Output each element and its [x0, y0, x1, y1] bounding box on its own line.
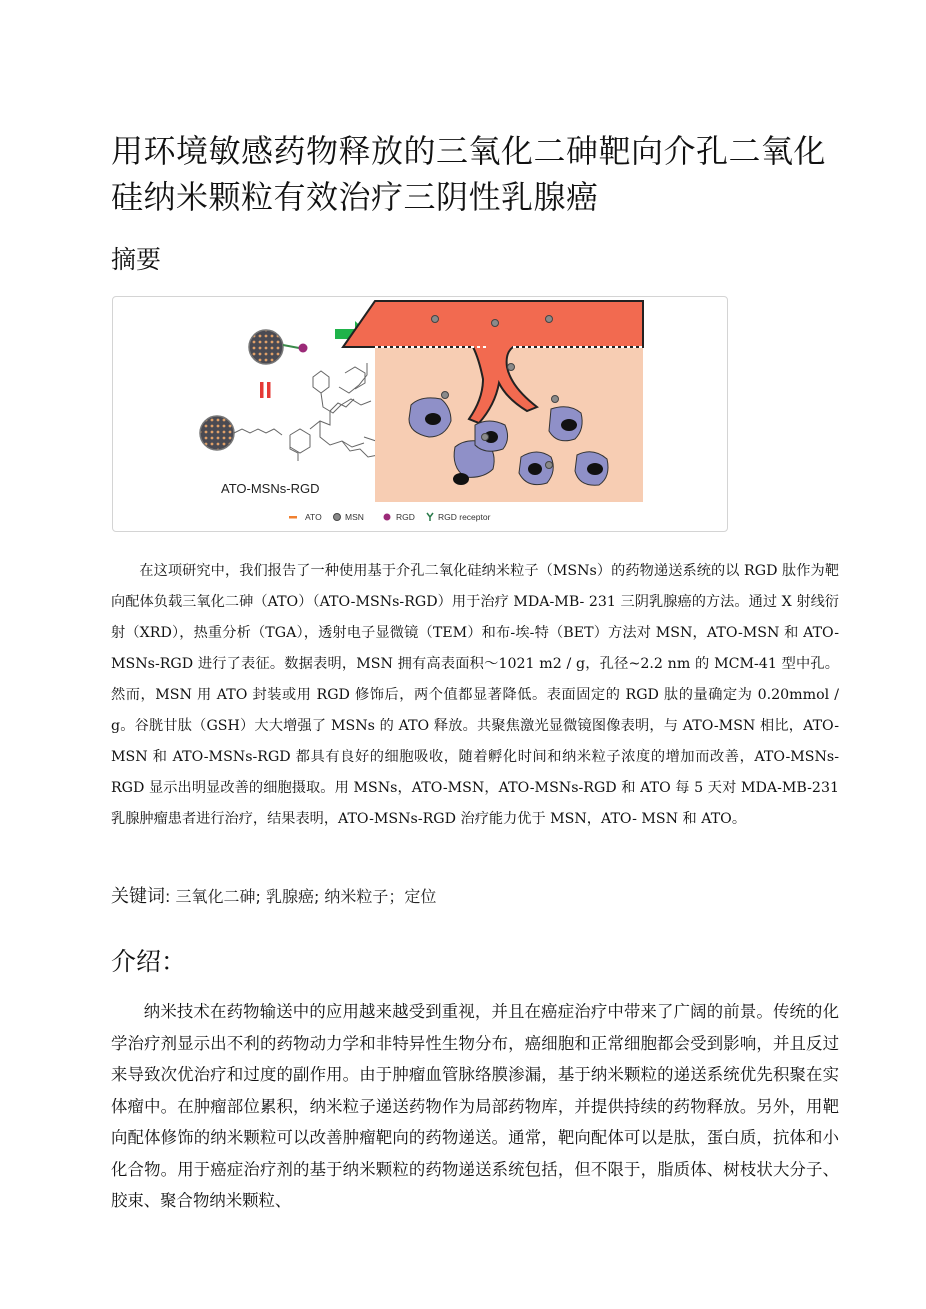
intro-heading: 介绍： — [111, 947, 187, 976]
ato-legend-icon — [289, 516, 297, 519]
rgd-legend-icon — [384, 514, 391, 521]
paper-title: 用环境敏感药物释放的三氧化二砷靶向介孔二氧化硅纳米颗粒有效治疗三阴性乳腺癌 — [111, 132, 827, 216]
rgd-receptor-legend-icon — [427, 513, 433, 521]
figure-legend — [289, 512, 491, 522]
intro-text: 纳米技术在药物输送中的应用越来越受到重视，并且在癌症治疗中带来了广阔的前景。传统的化学治疗剂显示出不利的药物动力学和非特异性生物分布，癌细胞和正常细胞都会受到影响，并且反过来导致次优治疗和过度的副作用。由于肿瘤血管脉络膜渗漏，基于纳米颗粒的递送系统优先积聚在实体瘤中。在肿瘤部位累积，纳米粒子递送药物作为局部药物库，并提供持续的药物释放。另外，用靶向配体修饰的纳米颗粒可以改善肿瘤靶向的药物递送。通常，靶向配体可以是肽，蛋白质，抗体和小化合物。用于癌症治疗剂的基于纳米颗粒的药物递送系统包括，但不限于，脂质体、树枝状大分子、胶束、聚合物纳米颗粒、 — [111, 1002, 839, 1210]
msn-particle-top — [249, 330, 308, 364]
msn-particle-bottom — [200, 416, 234, 450]
rgd-chemical-structure — [234, 363, 394, 461]
abstract-heading: 摘要 — [111, 245, 162, 274]
keywords — [111, 882, 436, 908]
keywords-label: 关键词 — [111, 886, 165, 907]
legend-rgd: RGD — [396, 512, 415, 522]
legend-msn: MSN — [345, 512, 364, 522]
rgd-peptide-icon — [299, 344, 308, 353]
keywords-value: : 三氧化二砷; 乳腺癌; 纳米粒子；定位 — [165, 887, 437, 906]
msn-legend-icon — [334, 514, 341, 521]
legend-rgd-receptor: RGD receptor — [438, 512, 491, 522]
equals-sign — [260, 382, 271, 398]
figure-label: ATO-MSNs-RGD — [221, 481, 320, 496]
graphical-abstract-figure — [112, 296, 728, 532]
graphical-abstract-svg — [113, 297, 727, 531]
legend-ato: ATO — [305, 512, 322, 522]
abstract-text: 在这项研究中，我们报告了一种使用基于介孔二氧化硅纳米粒子（MSNs）的药物递送系统的以 RGD 肽作为靶向配体负载三氧化二砷（ATO）（ATO-MSNs-RGD）用于治疗 MDA-MB- 231 三阴乳腺癌的方法。通过 X 射线衍射（XRD），热重分析（TGA），透射电子显微镜（TEM）和布-埃-特（BET）方法对 MSN，ATO-MSN 和 ATO-MSNs-RGD 进行了表征。数据表明，MSN 拥有高表面积～1021 m2 / g，孔径~2.2 nm 的 MCM-41 型中孔。然而，MSN 用 ATO 封装或用 RGD 修饰后，两个值都显著降低。表面固定的 RGD 肽的量确定为 0.20mmol / g。谷胱甘肽（GSH）大大增强了 MSNs 的 ATO 释放。共聚焦激光显微镜图像表明，与 ATO-MSN 相比，ATO-MSN 和 ATO-MSNs-RGD 都具有良好的细胞吸收，随着孵化时间和纳米粒子浓度的增加而改善，ATO-MSNs-RGD 显示出明显改善的细胞摄取。用 MSNs，ATO-MSN，ATO-MSNs-RGD 和 ATO 每 5 天对 MDA-MB-231 乳腺肿瘤患者进行治疗，结果表明，ATO-MSNs-RGD 治疗能力优于 MSN，ATO- MSN 和 ATO。 — [111, 563, 839, 827]
tumor-tissue-panel — [343, 301, 643, 502]
